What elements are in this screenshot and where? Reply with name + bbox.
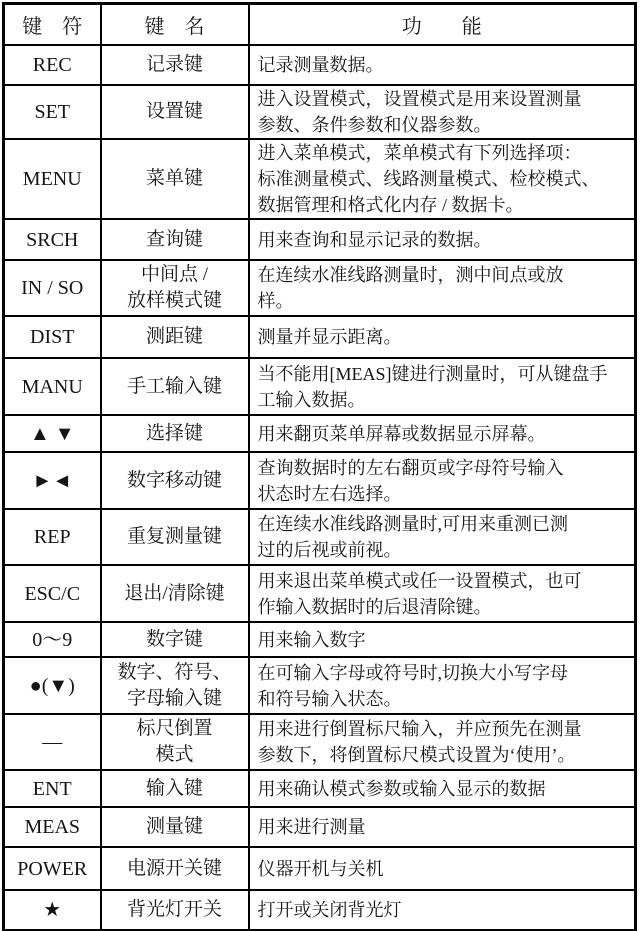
- table-row: [4, 358, 636, 415]
- key-function-cell: 用来退出菜单模式或任一设置模式，也可 作输入数据时的后退清除键。: [249, 565, 636, 622]
- key-symbol-cell: SRCH: [4, 219, 101, 260]
- key-symbol-cell: —: [4, 714, 101, 770]
- table-row: [4, 509, 636, 565]
- table-row: [4, 657, 636, 714]
- key-function-cell: 在连续水准线路测量时,可用来重测已测 过的后视或前视。: [249, 509, 636, 565]
- key-name-cell: 数字键: [101, 622, 249, 657]
- key-function-cell: 在可输入字母或符号时,切换大小写字母 和符号输入状态。: [249, 657, 636, 714]
- key-function-cell: 进入菜单模式，菜单模式有下列选择项： 标准测量模式、线路测量模式、检校模式、 数据管理和格式化内存 / 数据卡。: [249, 139, 636, 219]
- key-name-cell: 测距键: [101, 316, 249, 358]
- key-function-cell: 用来输入数字: [249, 622, 636, 657]
- key-function-cell: 进入设置模式，设置模式是用来设置测量 参数、条件参数和仪器参数。: [249, 85, 636, 139]
- key-name-cell: 退出/清除键: [101, 565, 249, 622]
- key-function-cell: 在连续水准线路测量时，测中间点或放 样。: [249, 260, 636, 316]
- key-function-cell: 打开或关闭背光灯: [249, 890, 636, 931]
- key-function-cell: 用来翻页菜单屏幕或数据显示屏幕。: [249, 415, 636, 452]
- table-row: [4, 452, 636, 509]
- key-function-cell: 当不能用[MEAS]键进行测量时，可从键盘手 工输入数据。: [249, 358, 636, 415]
- key-symbol-cell: ▲ ▼: [4, 415, 101, 452]
- header-row: [4, 4, 636, 46]
- key-name-cell: 选择键: [101, 415, 249, 452]
- key-name-cell: 标尺倒置 模式: [101, 714, 249, 770]
- key-symbol-cell: ►◄: [4, 452, 101, 509]
- key-function-cell: 记录测量数据。: [249, 45, 636, 85]
- key-symbol-cell: ESC/C: [4, 565, 101, 622]
- table-row: [4, 807, 636, 847]
- table-row: [4, 565, 636, 622]
- key-name-cell: 测量键: [101, 807, 249, 847]
- table-row: [4, 85, 636, 139]
- key-name-cell: 设置键: [101, 85, 249, 139]
- key-function-cell: 测量并显示距离。: [249, 316, 636, 358]
- key-symbol-cell: REC: [4, 45, 101, 85]
- key-name-cell: 查询键: [101, 219, 249, 260]
- key-symbol-cell: DIST: [4, 316, 101, 358]
- key-name-cell: 背光灯开关: [101, 890, 249, 931]
- table-row: [4, 316, 636, 358]
- key-function-cell: 用来确认模式参数或输入显示的数据: [249, 770, 636, 807]
- table-row: [4, 847, 636, 890]
- key-symbol-cell: MANU: [4, 358, 101, 415]
- key-symbol-cell: MEAS: [4, 807, 101, 847]
- key-symbol-cell: ●(▼): [4, 657, 101, 714]
- key-function-cell: 仪器开机与关机: [249, 847, 636, 890]
- table-row: [4, 890, 636, 931]
- key-symbol-cell: 0～9: [4, 622, 101, 657]
- key-name-cell: 输入键: [101, 770, 249, 807]
- table-row: [4, 770, 636, 807]
- key-function-cell: 用来查询和显示记录的数据。: [249, 219, 636, 260]
- key-name-cell: 中间点 / 放样模式键: [101, 260, 249, 316]
- table-row: [4, 139, 636, 219]
- table-row: [4, 714, 636, 770]
- header-key-name: 键 名: [101, 4, 249, 46]
- header-function: 功 能: [249, 4, 636, 46]
- key-function-cell: 查询数据时的左右翻页或字母符号输入 状态时左右选择。: [249, 452, 636, 509]
- key-name-cell: 数字移动键: [101, 452, 249, 509]
- key-name-cell: 重复测量键: [101, 509, 249, 565]
- key-function-cell: 用来进行倒置标尺输入，并应预先在测量 参数下，将倒置标尺模式设置为‘使用’。: [249, 714, 636, 770]
- key-name-cell: 电源开关键: [101, 847, 249, 890]
- key-symbol-cell: ★: [4, 890, 101, 931]
- key-name-cell: 记录键: [101, 45, 249, 85]
- key-symbol-cell: ENT: [4, 770, 101, 807]
- key-name-cell: 数字、符号、 字母输入键: [101, 657, 249, 714]
- key-name-cell: 菜单键: [101, 139, 249, 219]
- table-row: [4, 622, 636, 657]
- key-symbol-cell: REP: [4, 509, 101, 565]
- header-key-symbol: 键 符: [4, 4, 101, 46]
- key-symbol-cell: POWER: [4, 847, 101, 890]
- table-body: [4, 45, 636, 931]
- key-symbol-cell: MENU: [4, 139, 101, 219]
- key-symbol-cell: SET: [4, 85, 101, 139]
- table-row: [4, 219, 636, 260]
- key-symbol-cell: IN / SO: [4, 260, 101, 316]
- table-row: [4, 45, 636, 85]
- key-name-cell: 手工输入键: [101, 358, 249, 415]
- key-function-cell: 用来进行测量: [249, 807, 636, 847]
- table-row: [4, 260, 636, 316]
- table-row: [4, 415, 636, 452]
- key-function-table: [2, 2, 637, 931]
